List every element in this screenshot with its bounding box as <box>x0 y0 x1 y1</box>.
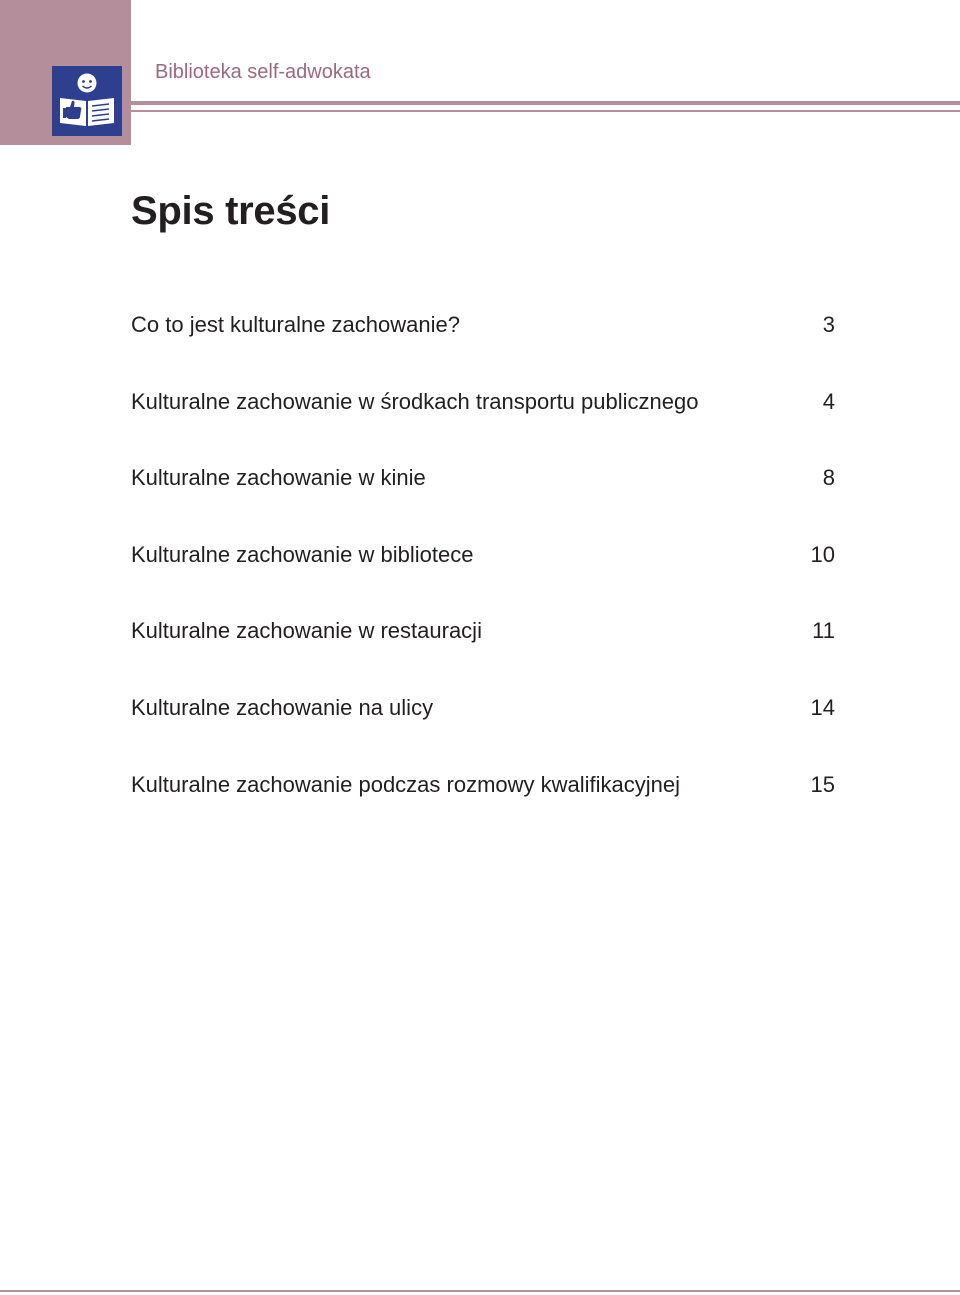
toc-entry-page: 11 <box>812 618 835 644</box>
toc-entry-title[interactable]: Kulturalne zachowanie w restauracji <box>131 618 482 644</box>
toc-entry-page: 3 <box>822 312 835 337</box>
toc-entry-title[interactable]: Kulturalne zachowanie w bibliotece <box>131 541 474 567</box>
page-title: Spis treści <box>131 189 331 233</box>
toc-entry[interactable] <box>131 465 835 542</box>
toc-entry-page: 8 <box>822 465 835 491</box>
toc-entry-page: 10 <box>810 541 835 567</box>
toc-entry[interactable] <box>131 695 835 772</box>
toc-entry[interactable] <box>131 389 835 466</box>
toc-entry[interactable] <box>131 772 835 849</box>
easy-read-icon <box>52 66 122 136</box>
header-divider-thin <box>131 110 960 112</box>
toc-entry-title[interactable]: Kulturalne zachowanie na ulicy <box>131 694 434 720</box>
toc-entry-title[interactable]: Kulturalne zachowanie podczas rozmowy kwalifikacyjnej <box>131 771 681 797</box>
toc-entry[interactable] <box>131 618 835 695</box>
toc-entry-title[interactable]: Co to jest kulturalne zachowanie? <box>131 312 460 337</box>
footer-divider <box>0 1290 960 1292</box>
toc-entry[interactable] <box>131 542 835 619</box>
table-of-contents <box>131 312 835 848</box>
toc-entry[interactable] <box>131 312 835 389</box>
toc-entry-title[interactable]: Kulturalne zachowanie w kinie <box>131 465 426 491</box>
toc-entry-page: 14 <box>810 694 835 720</box>
toc-entry-page: 4 <box>822 388 835 414</box>
header-divider <box>131 101 960 105</box>
toc-entry-title[interactable]: Kulturalne zachowanie w środkach transportu publicznego <box>131 388 699 414</box>
toc-entry-page: 15 <box>810 771 835 797</box>
series-title: Biblioteka self-adwokata <box>155 61 371 83</box>
